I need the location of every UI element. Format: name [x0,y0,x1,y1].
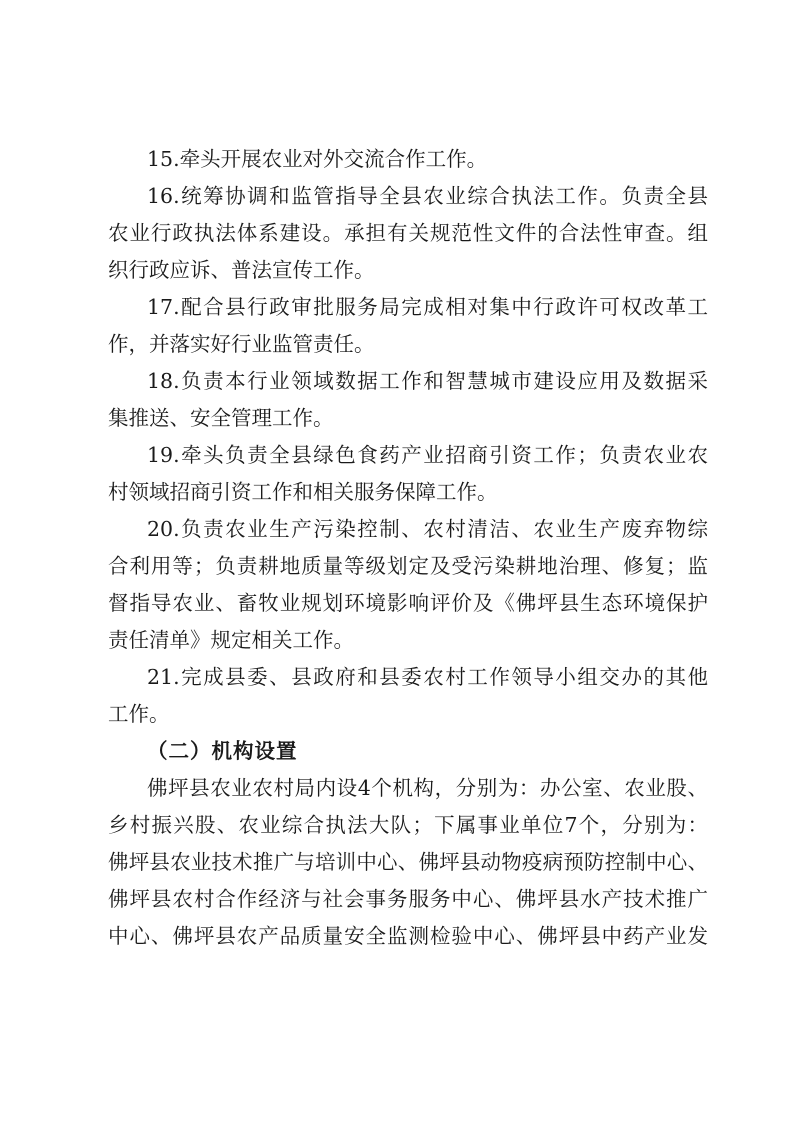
item-20-line-2: 合利用等；负责耕地质量等级划定及受污染耕地治理、修复；监 [108,554,708,578]
item-16-line-2: 农业行政执法体系建设。承担有关规范性文件的合法性审查。组 [108,221,708,245]
item-18-line-2: 集推送、安全管理工作。 [108,406,334,430]
item-20-line-1: 20.负责农业生产污染控制、农村清洁、农业生产废弃物综 [147,517,708,541]
item-17-line-1: 17.配合县行政审批服务局完成相对集中行政许可权改革工 [147,295,708,319]
item-20-line-4: 责任清单》规定相关工作。 [108,628,354,652]
item-16-line-1: 16.统筹协调和监管指导全县农业综合执法工作。负责全县 [147,184,708,208]
structure-line-2: 乡村振兴股、农业综合执法大队；下属事业单位7个，分别为： [108,813,708,837]
item-19-line-2: 村领域招商引资工作和相关服务保障工作。 [108,480,498,504]
structure-line-5: 中心、佛坪县农产品质量安全监测检验中心、佛坪县中药产业发 [108,924,708,948]
item-16-line-3: 织行政应诉、普法宣传工作。 [108,258,375,282]
structure-line-1: 佛坪县农业农村局内设4个机构，分别为：办公室、农业股、 [147,776,708,800]
item-18-line-1: 18.负责本行业领域数据工作和智慧城市建设应用及数据采 [147,369,708,393]
item-15-line-1: 15.牵头开展农业对外交流合作工作。 [147,147,488,171]
item-17-line-2: 作，并落实好行业监管责任。 [108,332,375,356]
item-21-line-1: 21.完成县委、县政府和县委农村工作领导小组交办的其他 [147,665,708,689]
item-19-line-1: 19.牵头负责全县绿色食药产业招商引资工作；负责农业农 [147,443,708,467]
item-20-line-3: 督指导农业、畜牧业规划环境影响评价及《佛坪县生态环境保护 [108,591,708,615]
section-heading: （二）机构设置 [147,739,298,763]
structure-line-3: 佛坪县农业技术推广与培训中心、佛坪县动物疫病预防控制中心、 [108,850,708,874]
structure-line-4: 佛坪县农村合作经济与社会事务服务中心、佛坪县水产技术推广 [108,887,708,911]
item-21-line-2: 工作。 [108,702,170,726]
